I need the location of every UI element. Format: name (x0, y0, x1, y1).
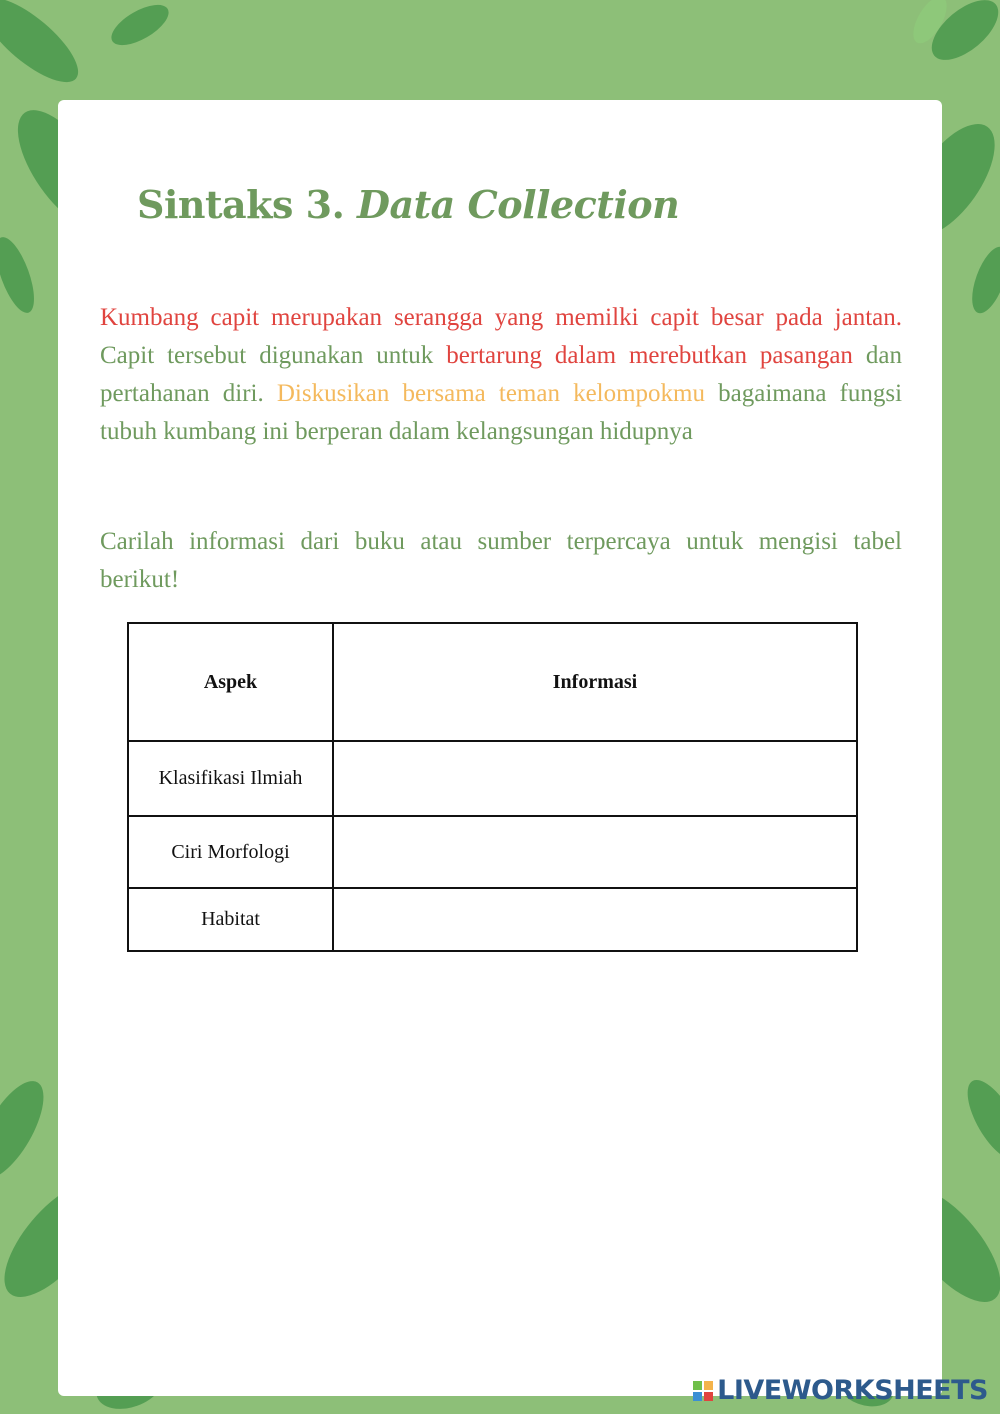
aspect-cell: Klasifikasi Ilmiah (128, 741, 333, 816)
info-input-cell[interactable] (333, 888, 857, 951)
aspect-cell: Ciri Morfologi (128, 816, 333, 888)
table-row (128, 816, 857, 888)
intro-segment-2: Capit tersebut digunakan untuk (100, 342, 434, 369)
intro-segment-3: bertarung dalam merebutkan pasangan (446, 342, 853, 369)
header-informasi: Informasi (333, 623, 857, 741)
instruction-paragraph: Carilah informasi dari buku atau sumber terpercaya untuk mengisi tabel berikut! (100, 528, 902, 593)
table-header-row (128, 623, 857, 741)
intro-segment-4: dan pertahanan diri. (100, 342, 902, 407)
intro-segment-6: bagaimana fungsi tubuh kumbang ini berperan dalam kelangsungan hidupnya (100, 380, 903, 445)
data-table (127, 622, 858, 952)
title-italic: Data Collection (357, 182, 680, 227)
table-row (128, 741, 857, 816)
info-input-cell[interactable] (333, 741, 857, 816)
liveworksheets-logo-icon (693, 1381, 713, 1401)
intro-paragraph (100, 299, 902, 451)
header-aspek: Aspek (128, 623, 333, 741)
liveworksheets-brand (693, 1375, 988, 1406)
page-title (137, 182, 679, 227)
table-row (128, 888, 857, 951)
aspect-cell: Habitat (128, 888, 333, 951)
info-input-cell[interactable] (333, 816, 857, 888)
intro-segment-5: Diskusikan bersama teman kelompokmu (276, 380, 706, 407)
brand-name: LIVEWORKSHEETS (717, 1375, 988, 1406)
title-prefix: Sintaks 3. (137, 182, 345, 227)
intro-segment-1: Kumbang capit merupakan serangga yang memilki capit besar pada jantan. (100, 304, 902, 331)
